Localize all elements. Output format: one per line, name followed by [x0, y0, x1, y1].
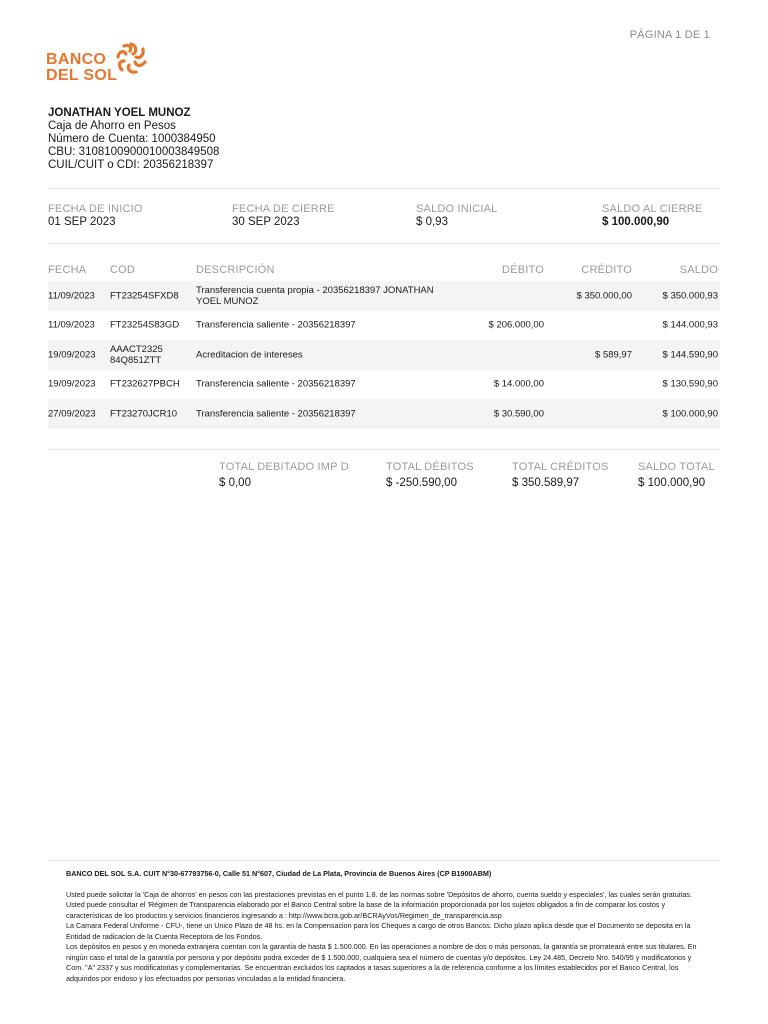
summary-closing-value: $ 100.000,90	[602, 216, 670, 228]
total-impd-label: TOTAL DEBITADO IMP D	[219, 461, 349, 473]
cell-cod: FT23254SFXD8	[110, 290, 179, 302]
cell-fecha: 19/09/2023	[48, 378, 96, 390]
legal-footer	[66, 869, 706, 984]
cell-fecha: 19/09/2023	[48, 349, 96, 361]
table-row	[48, 281, 720, 311]
cell-cod: AAACT232584Q851ZTT	[110, 343, 163, 366]
summary-start-label: FECHA DE INICIO	[48, 203, 143, 215]
cell-descripcion: Acreditacion de intereses	[196, 349, 303, 361]
summary-end-value: 30 SEP 2023	[232, 216, 300, 228]
summary-initial-label: SALDO INICIAL	[416, 203, 498, 215]
table-row	[48, 370, 720, 400]
cell-saldo: $ 144.590,90	[662, 349, 718, 361]
total-impd-value: $ 0,00	[219, 477, 251, 489]
cell-cod: FT232627PBCH	[110, 378, 180, 390]
logo-line-1: BANCO	[46, 51, 107, 68]
divider	[48, 860, 720, 861]
summary-start	[48, 203, 143, 228]
cell-descripcion: Transferencia cuenta propia - 20356218397 JONATHAN YOEL MUNOZ	[196, 284, 434, 307]
cell-fecha: 11/09/2023	[48, 319, 95, 331]
summary-start-value: 01 SEP 2023	[48, 216, 116, 228]
total-saldo	[638, 461, 715, 489]
logo-line-2: DEL SOL	[46, 67, 118, 84]
account-cbu: CBU: 3108100900010003849508	[48, 146, 220, 158]
total-debitos-value: $ -250.590,00	[386, 477, 457, 489]
divider	[48, 188, 720, 189]
table-row	[48, 399, 720, 429]
total-creditos	[512, 461, 609, 489]
footer-paragraph: Usted puede solicitar la 'Caja de ahorros' en pesos con las prestaciones previstas en el punto 1.8. de las normas sobre 'Depósitos de ahorro, cuenta sueldo y especiales', las cuales serán gratuitas.	[66, 889, 692, 899]
total-creditos-label: TOTAL CRÉDITOS	[512, 461, 609, 473]
table-row	[48, 340, 720, 370]
header-credito: CRÉDITO	[581, 264, 632, 276]
divider	[48, 449, 720, 450]
total-debitos-label: TOTAL DÉBITOS	[386, 461, 474, 473]
cell-debito: $ 14.000,00	[493, 378, 544, 390]
footer-title: BANCO DEL SOL S.A. CUIT N°30-67793756-0, Calle 51 N°607, Ciudad de La Plata, Provincia de Buenos Aires (CP B1900ABM)	[66, 869, 492, 878]
cell-saldo: $ 144.000,93	[662, 319, 718, 331]
cell-debito: $ 30.590,00	[493, 408, 544, 420]
footer-paragraph: Los depósitos en pesos y en moneda extranjera cuentan con la garantía de hasta $ 1.500.000. En las operaciones a nombre de dos o más personas, la garantía se prorrateará entre sus titulares. En ningún caso el total de la garantía por persona y por depósito podrá exceder de $ 1.500.000, cualquiera sea el número de cuentas y/o depósitos. Ley 24.485, Decreto Nro. 540/95 y modificatorios y Com. "A" 2337 y sus modificatorias y complementarias. Se encuentran excluidos los captados a tasas superiores a la de referencia conforme a los límites establecidos por el Banco Central, los adquiridos por endoso y los efectuados por personas vinculadas a la entidad financiera.	[66, 942, 697, 983]
cell-fecha: 27/09/2023	[48, 408, 96, 420]
cell-credito: $ 350.000,00	[576, 290, 632, 302]
total-creditos-value: $ 350.589,97	[512, 477, 580, 489]
footer-paragraph: La Camara Federal Uniforme - CFU-, tiene un Unico Plazo de 48 hs. en la Compensacion para los Cheques a cargo de otros Bancos. Dicho plazo aplica desde que el Documento se deposita en la Entidad de radicacion de la Cuenta Receptora de los Fondos.	[66, 921, 691, 941]
logo-text	[46, 52, 117, 84]
cell-descripcion: Transferencia saliente - 20356218397	[196, 408, 356, 420]
cell-saldo: $ 100.000,90	[662, 408, 718, 420]
account-cuil: CUIL/CUIT o CDI: 20356218397	[48, 159, 214, 171]
page-number: PÁGINA 1 DE 1	[629, 29, 710, 41]
header-cod: COD	[110, 264, 136, 276]
summary-end-label: FECHA DE CIERRE	[232, 203, 335, 215]
summary-closing-label: SALDO AL CIERRE	[602, 203, 703, 215]
cell-debito: $ 206.000,00	[488, 319, 544, 331]
total-saldo-label: SALDO TOTAL	[638, 461, 715, 473]
table-header	[48, 264, 720, 278]
header-descripcion: DESCRIPCIÓN	[196, 264, 275, 276]
header-saldo: SALDO	[679, 264, 718, 276]
sun-icon	[113, 40, 149, 76]
cell-cod: FT23254S83GD	[110, 319, 180, 331]
header-fecha: FECHA	[48, 264, 87, 276]
header-debito: DÉBITO	[502, 264, 544, 276]
summary-closing	[602, 203, 702, 228]
total-impd	[219, 461, 349, 489]
summary-initial	[416, 203, 497, 228]
transactions-table	[48, 281, 720, 429]
cell-cod: FT23270JCR10	[110, 408, 178, 420]
total-debitos	[386, 461, 474, 489]
account-number: Número de Cuenta: 1000384950	[48, 133, 216, 145]
cell-descripcion: Transferencia saliente - 20356218397	[196, 319, 356, 331]
table-row	[48, 311, 720, 341]
cell-credito: $ 589,97	[595, 349, 632, 361]
cell-descripcion: Transferencia saliente - 20356218397	[196, 378, 356, 390]
cell-saldo: $ 350.000,93	[662, 290, 718, 302]
bank-logo	[46, 40, 156, 86]
account-holder: JONATHAN YOEL MUNOZ	[48, 107, 191, 119]
divider	[48, 243, 720, 244]
cell-saldo: $ 130.590,90	[662, 378, 718, 390]
footer-paragraph: Usted puede consultar el 'Régimen de Transparencia elaborado por el Banco Central sobre la base de la información proporcionada por los sujetos obligados a fin de comparar los costos y características de los productos y servicios financieros ingresando a : http://www.bcra.gob.ar/BCRAyVos/Regimen_de_transparencia.asp	[66, 900, 666, 920]
summary-end	[232, 203, 335, 228]
total-saldo-value: $ 100.000,90	[638, 477, 706, 489]
account-info	[48, 107, 219, 172]
summary-initial-value: $ 0,93	[416, 216, 448, 228]
account-type: Caja de Ahorro en Pesos	[48, 120, 176, 132]
cell-fecha: 11/09/2023	[48, 290, 95, 302]
